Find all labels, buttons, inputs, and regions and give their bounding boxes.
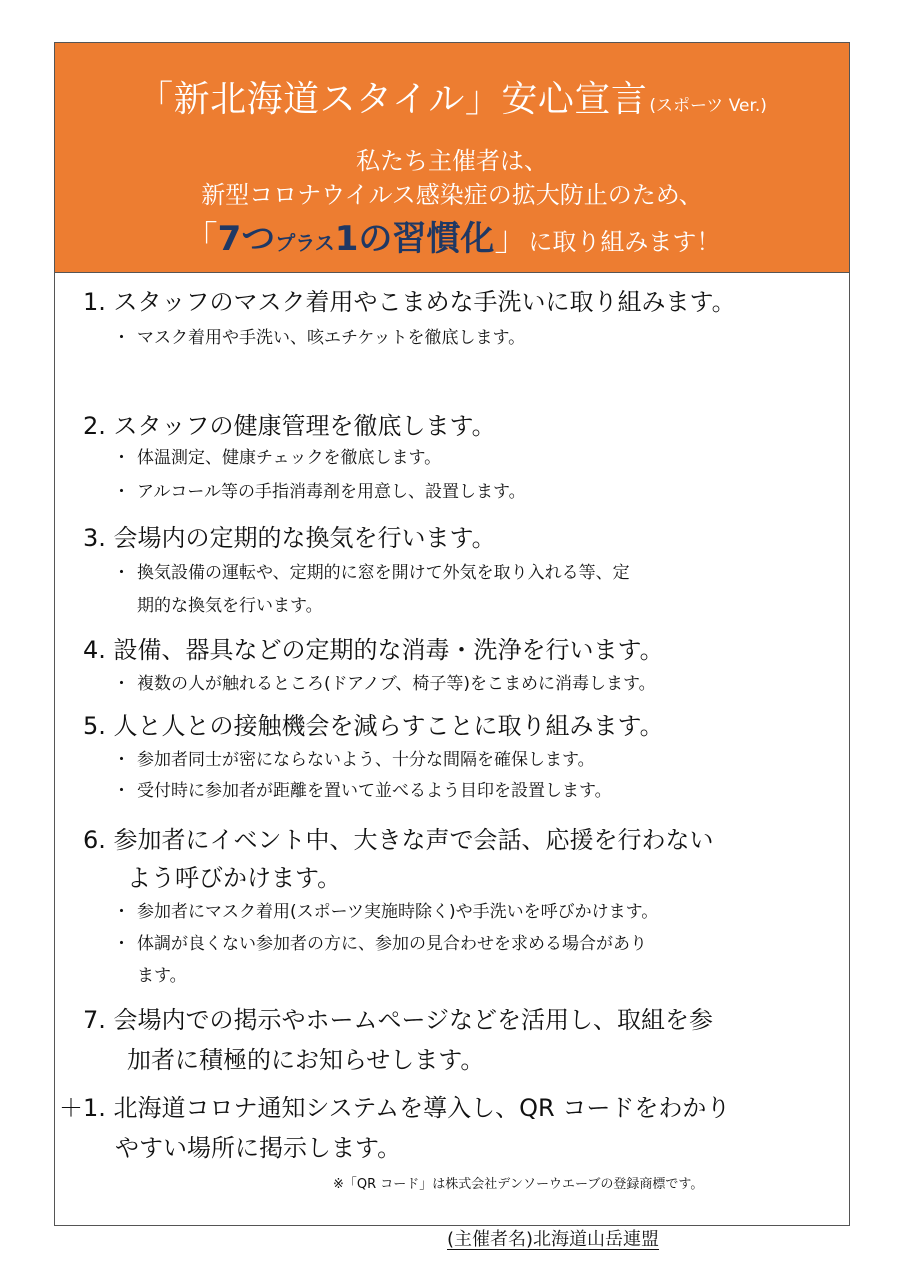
poster-title: 「新北海道スタイル」安心宣言 [137,79,648,120]
item-3-bullet-1: ・ 換気設備の運転や、定期的に窓を開けて外気を取り入れる等、定 [113,563,630,583]
item-7-heading-cont: 加者に積極的にお知らせします。 [127,1046,485,1074]
item-1-heading: 1. スタッフのマスク着用やこまめな手洗いに取り組みます。 [83,288,736,316]
item-5-bullet-1: ・ 参加者同士が密にならないよう、十分な間隔を確保します。 [113,750,595,770]
item-5-heading: 5. 人と人との接触機会を減らすことに取り組みます。 [83,712,664,740]
item-2-bullet-1: ・ 体温測定、健康チェックを徹底します。 [113,448,442,468]
habit-plus: プラス [275,231,335,255]
habit-close-bracket: 」 [494,219,529,259]
organizer-name: (主催者名)北海道山岳連盟 [447,1229,660,1250]
item-7-heading: 7. 会場内での掲示やホームページなどを活用し、取組を参 [83,1006,714,1034]
item-6-bullet-1: ・ 参加者にマスク着用(スポーツ実施時除く)や手洗いを呼びかけます。 [113,902,659,922]
item-6-heading-cont: よう呼びかけます。 [127,864,342,892]
habit-open-bracket: 「 [183,219,218,259]
intro-line-3 [55,211,849,260]
item-1-bullet-1: ・ マスク着用や手洗い、咳エチケットを徹底します。 [113,328,526,348]
version-label: (スポーツ Ver.) [649,96,767,116]
item-4-heading: 4. 設備、器具などの定期的な消毒・洗浄を行います。 [83,636,664,664]
habit-one: 1の習慣化 [334,219,495,259]
item-2-heading: 2. スタッフの健康管理を徹底します。 [83,412,496,440]
item-6-bullet-2: ・ 体調が良くない参加者の方に、参加の見合わせを求める場合があり [113,934,647,954]
item-4-bullet-1: ・ 複数の人が触れるところ(ドアノブ、椅子等)をこまめに消毒します。 [113,674,656,694]
item-plus1-heading-cont: やすい場所に掲示します。 [115,1134,402,1162]
declaration-poster [54,42,850,1250]
item-3-bullet-1-cont: 期的な換気を行います。 [137,596,323,616]
habit-tail: に取り組みます！ [528,228,721,256]
intro-line-2: 新型コロナウイルス感染症の拡大防止のため、 [201,181,703,209]
header-banner [55,43,849,273]
item-3-heading: 3. 会場内の定期的な換気を行います。 [83,524,496,552]
habit-seven: 7つ [217,219,276,259]
item-2-bullet-2: ・ アルコール等の手指消毒剤を用意し、設置します。 [113,482,526,502]
item-5-bullet-2: ・ 受付時に参加者が距離を置いて並べるよう目印を設置します。 [113,781,612,801]
intro-line-1: 私たち主催者は、 [356,147,548,175]
item-6-heading: 6. 参加者にイベント中、大きな声で会話、応援を行わない [83,826,714,854]
trademark-note: ※「QR コード」は株式会社デンソーウエーブの登録商標です。 [333,1177,704,1192]
item-plus1-heading: ＋1. 北海道コロナ通知システムを導入し、QR コードをわかり [59,1094,731,1122]
item-6-bullet-2-cont: ます。 [137,966,187,986]
title-line [55,71,849,122]
